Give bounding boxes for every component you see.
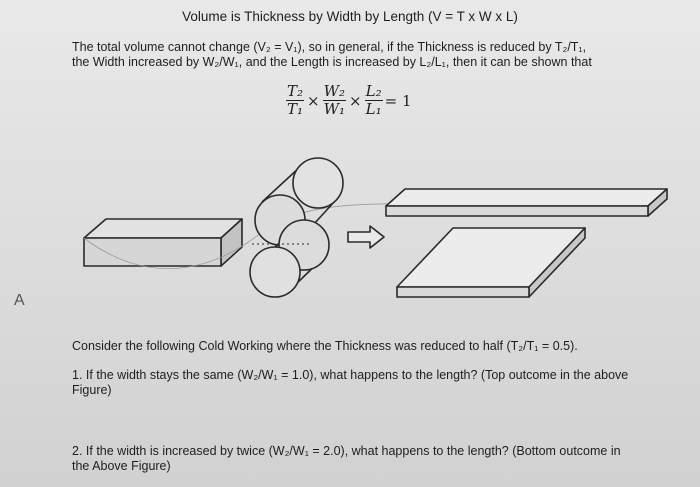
page-title: Volume is Thickness by Width by Length (V = T x W x L) [182, 9, 518, 24]
pen-annotation: A [14, 292, 25, 309]
equation-result: = 1 [384, 91, 412, 110]
input-slab [84, 219, 242, 266]
width-ratio [323, 83, 346, 118]
width-numerator: W₂ [323, 82, 346, 100]
intro-line-1: The total volume cannot change (V₂ = V₁), so in general, if the Thickness is reduced by T₂/T₁, [72, 40, 587, 54]
thickness-numerator: T₂ [287, 82, 304, 100]
intro-line-2: the Width increased by W₂/W₁, and the Length is increased by L₂/L₁, then it can be shown that [72, 55, 592, 69]
prompt-text: Consider the following Cold Working where the Thickness was reduced to half (T₂/T₁ = 0.5). [72, 339, 578, 353]
length-ratio [365, 83, 383, 118]
times-sign: × [349, 91, 362, 110]
volume-equation [286, 83, 412, 118]
question-2: 2. If the width is increased by twice (W₂/W₁ = 2.0), what happens to the length? (Bottom outcome in the Above Figure) [72, 444, 621, 473]
length-numerator: L₂ [365, 82, 382, 100]
times-sign: × [307, 91, 320, 110]
length-denominator: L₁ [365, 100, 382, 118]
direction-arrow [348, 226, 384, 248]
thickness-ratio [286, 83, 304, 118]
rolling-cylinders [250, 158, 343, 297]
output-slab-long [386, 189, 667, 216]
cold-working-figure [0, 150, 700, 310]
intro-paragraph [72, 40, 632, 70]
output-slab-wide [397, 228, 585, 297]
thickness-denominator: T₁ [287, 100, 304, 118]
question-1: 1. If the width stays the same (W₂/W₁ = 1.0), what happens to the length? (Top outcome in the above Figure) [72, 368, 629, 397]
width-denominator: W₁ [323, 100, 346, 118]
